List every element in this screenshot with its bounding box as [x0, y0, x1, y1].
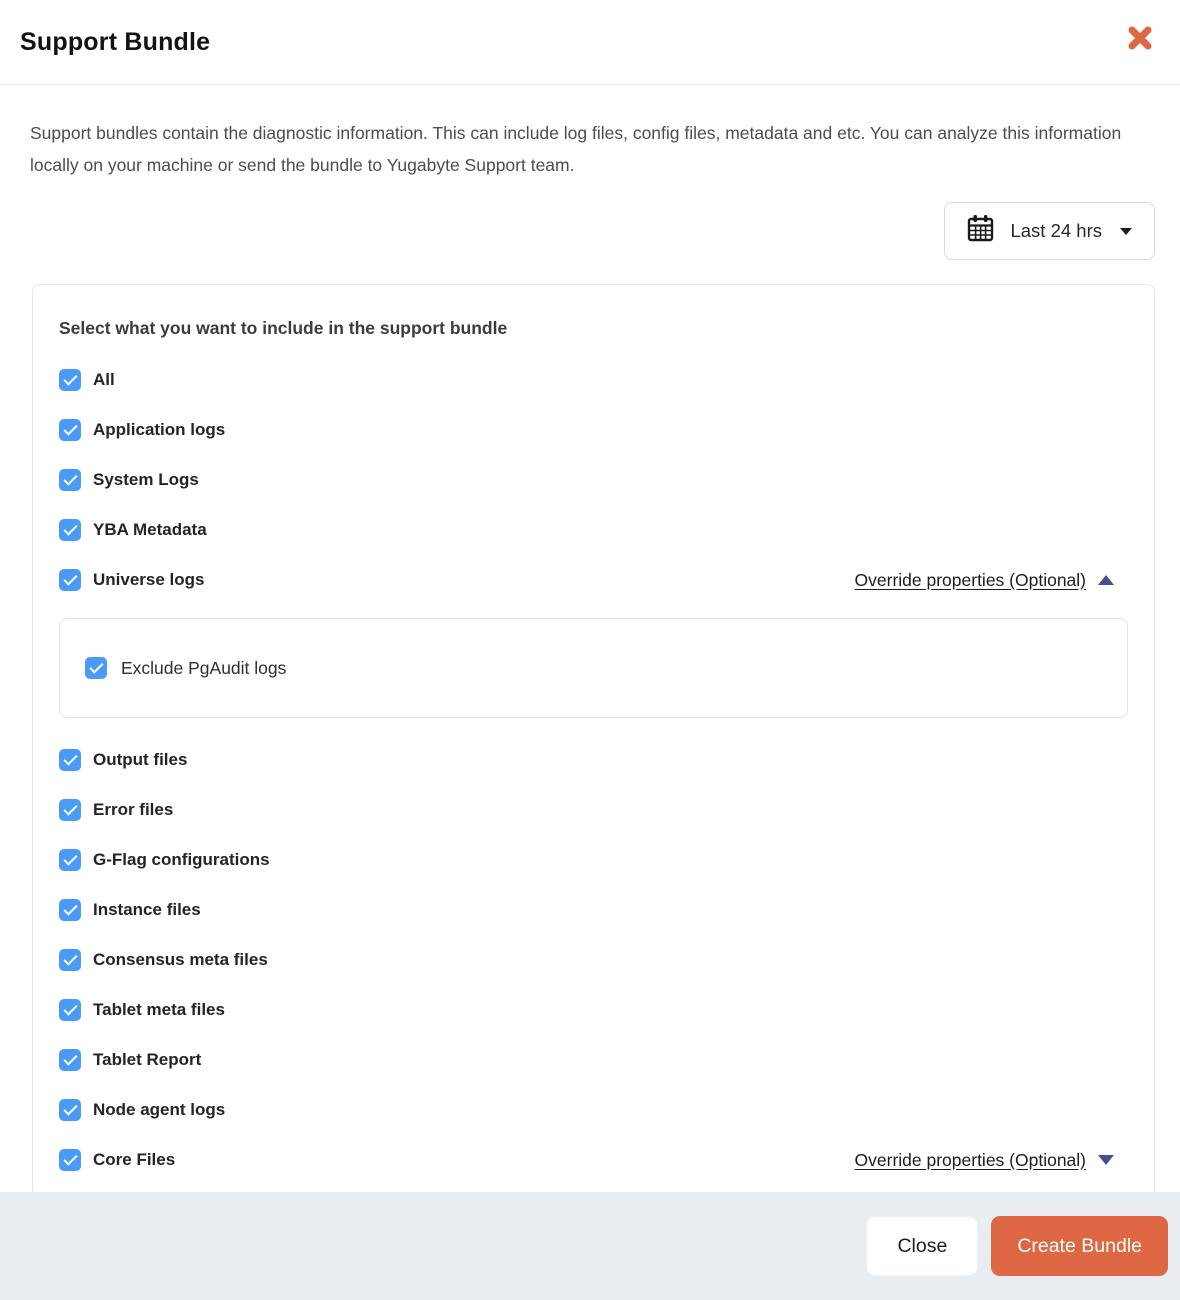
date-filter-row — [0, 202, 1155, 260]
universe-logs-override-panel — [59, 618, 1128, 718]
modal-footer — [0, 1192, 1180, 1300]
checkbox-label: YBA Metadata — [93, 520, 207, 539]
checkbox-yba-metadata[interactable] — [59, 519, 81, 541]
checkbox-error-files[interactable] — [59, 799, 81, 821]
checkbox-label: Exclude PgAudit logs — [121, 657, 287, 678]
checkbox-output-files[interactable] — [59, 749, 81, 771]
checkbox-row-consensus-meta-files — [59, 935, 1128, 985]
checkbox-row-output-files — [59, 735, 1128, 785]
checkbox-label: Error files — [93, 800, 174, 819]
checkbox-row-tablet-meta-files — [59, 985, 1128, 1035]
checkbox-exclude-pgaudit-logs[interactable] — [85, 657, 107, 679]
checkbox-row-node-agent-logs — [59, 1085, 1128, 1135]
checkbox-all[interactable] — [59, 369, 81, 391]
checkbox-label: Tablet Report — [93, 1050, 202, 1069]
modal-header — [0, 0, 1180, 85]
checkbox-application-logs[interactable] — [59, 419, 81, 441]
checkbox-row-universe-logs — [59, 555, 1128, 605]
override-properties-link[interactable]: Override properties (Optional) — [854, 1149, 1086, 1170]
date-range-dropdown[interactable] — [944, 202, 1155, 260]
calendar-icon — [967, 214, 994, 248]
checkbox-tablet-report[interactable] — [59, 1049, 81, 1071]
checkbox-label: Application logs — [93, 420, 226, 439]
checkbox-instance-files[interactable] — [59, 899, 81, 921]
checkbox-row-core-files — [59, 1135, 1128, 1185]
chevron-down-icon — [1120, 228, 1132, 235]
checkbox-gflag-configurations[interactable] — [59, 849, 81, 871]
date-range-label: Last 24 hrs — [1010, 220, 1102, 241]
checkbox-core-files[interactable] — [59, 1149, 81, 1171]
intro-text: Support bundles contain the diagnostic information. This can include log files, config files, metadata and etc. You can analyze this information locally on your machine or send the bundle to Yugabyte Support team. — [30, 123, 1122, 175]
checkbox-row-error-files — [59, 785, 1128, 835]
checkbox-tablet-meta-files[interactable] — [59, 999, 81, 1021]
checkbox-system-logs[interactable] — [59, 469, 81, 491]
checkbox-universe-logs[interactable] — [59, 569, 81, 591]
checkbox-row-tablet-report — [59, 1035, 1128, 1085]
checkbox-row-system-logs — [59, 455, 1128, 505]
checkbox-row-gflag-configurations — [59, 835, 1128, 885]
checkbox-row-yba-metadata — [59, 505, 1128, 555]
panel-title: Select what you want to include in the support bundle — [59, 318, 508, 338]
checkbox-label: Output files — [93, 750, 188, 769]
checkbox-row-all — [59, 355, 1128, 405]
checkbox-label: Consensus meta files — [93, 950, 268, 969]
checkbox-node-agent-logs[interactable] — [59, 1099, 81, 1121]
close-button-footer[interactable]: Close — [866, 1216, 978, 1276]
page-title: Support Bundle — [20, 27, 211, 56]
checkbox-label: Core Files — [93, 1150, 176, 1169]
chevron-up-icon — [1098, 575, 1114, 585]
override-properties-core-files[interactable] — [855, 1150, 1114, 1171]
checkbox-label: Universe logs — [93, 570, 205, 589]
bundle-options-panel — [32, 284, 1155, 1204]
override-properties-universe-logs[interactable] — [855, 570, 1114, 591]
checkbox-consensus-meta-files[interactable] — [59, 949, 81, 971]
checkbox-label: G-Flag configurations — [93, 850, 270, 869]
checkbox-label: Instance files — [93, 900, 201, 919]
checkbox-row-application-logs — [59, 405, 1128, 455]
checkbox-row-instance-files — [59, 885, 1128, 935]
create-bundle-button[interactable]: Create Bundle — [991, 1216, 1168, 1276]
checkbox-label: All — [93, 370, 115, 389]
checkbox-label: Node agent logs — [93, 1100, 226, 1119]
checkbox-label: System Logs — [93, 470, 199, 489]
close-icon — [1126, 24, 1154, 55]
checkbox-label: Tablet meta files — [93, 1000, 225, 1019]
chevron-down-icon — [1098, 1155, 1114, 1165]
close-button[interactable] — [1125, 24, 1155, 54]
override-properties-link[interactable]: Override properties (Optional) — [854, 569, 1086, 590]
